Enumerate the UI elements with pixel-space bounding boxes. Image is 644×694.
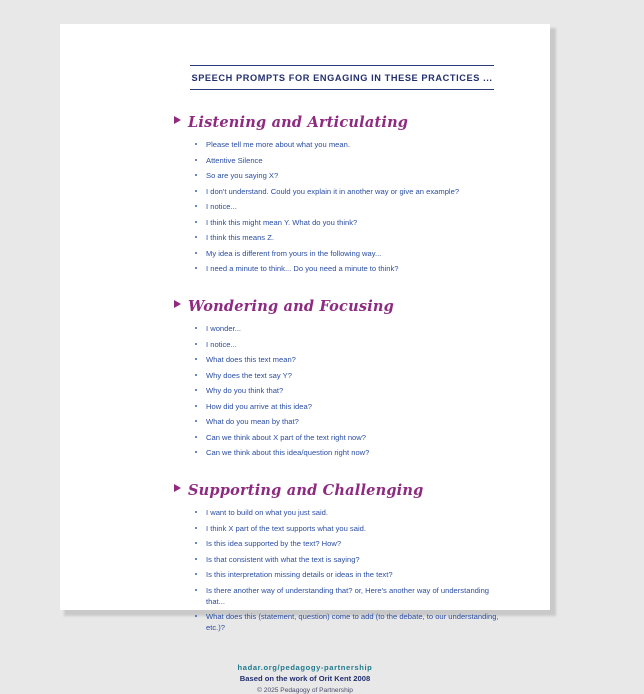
list-item: I notice... (190, 339, 502, 350)
list-item: Is that consistent with what the text is saying? (190, 554, 502, 565)
triangle-bullet-icon (174, 484, 181, 492)
section-heading-row (174, 298, 502, 315)
section-title: Supporting and Challenging (188, 482, 424, 499)
poster (60, 24, 550, 694)
footer-copyright: © 2025 Pedagogy of Partnership (257, 687, 353, 694)
list-item: What does this text mean? (190, 354, 502, 365)
section-heading-row (174, 482, 502, 499)
footer-credit: Based on the work of Orit Kent 2008 (239, 674, 371, 683)
list-item: I don't understand. Could you explain it in another way or give an example? (190, 186, 502, 197)
list-item: How did you arrive at this idea? (190, 401, 502, 412)
list-item: Is this idea supported by the text? How? (190, 538, 502, 549)
list-item: Is this interpretation missing details or ideas in the text? (190, 569, 502, 580)
section-title: Listening and Articulating (188, 114, 409, 131)
section-listening-and-articulating (190, 114, 502, 274)
triangle-bullet-icon (174, 300, 181, 308)
list-item: What does this (statement, question) come to add (to the debate, to our understanding, etc.)? (190, 611, 502, 633)
list-item: I notice... (190, 201, 502, 212)
prompt-list (190, 507, 502, 633)
list-item: What do you mean by that? (190, 416, 502, 427)
title-rule-bottom (190, 89, 494, 90)
section-supporting-and-challenging (190, 482, 502, 633)
list-item: So are you saying X? (190, 170, 502, 181)
list-item: I think this might mean Y. What do you think? (190, 217, 502, 228)
list-item: I think X part of the text supports what you said. (190, 523, 502, 534)
poster-footer (82, 663, 528, 694)
list-item: Please tell me more about what you mean. (190, 139, 502, 150)
list-item: My idea is different from yours in the following way... (190, 248, 502, 259)
list-item: I need a minute to think... Do you need a minute to think? (190, 263, 502, 274)
list-item: Is there another way of understanding that? or, Here's another way of understanding that... (190, 585, 502, 607)
prompt-list (190, 323, 502, 458)
footer-link[interactable]: hadar.org/pedagogy-partnership (237, 663, 373, 672)
list-item: Can we think about this idea/question right now? (190, 447, 502, 458)
list-item: Can we think about X part of the text right now? (190, 432, 502, 443)
prompt-list (190, 139, 502, 274)
list-item: Why do you think that? (190, 385, 502, 396)
list-item: Why does the text say Y? (190, 370, 502, 381)
page-title: SPEECH PROMPTS FOR ENGAGING IN THESE PRACTICES ... (191, 73, 493, 83)
section-title: Wondering and Focusing (188, 298, 394, 315)
section-heading-row (174, 114, 502, 131)
list-item: I want to build on what you just said. (190, 507, 502, 518)
title-block (190, 65, 494, 90)
list-item: I wonder... (190, 323, 502, 334)
section-wondering-and-focusing (190, 298, 502, 458)
list-item: Attentive Silence (190, 155, 502, 166)
poster-sheet (82, 40, 528, 694)
triangle-bullet-icon (174, 116, 181, 124)
list-item: I think this means Z. (190, 232, 502, 243)
